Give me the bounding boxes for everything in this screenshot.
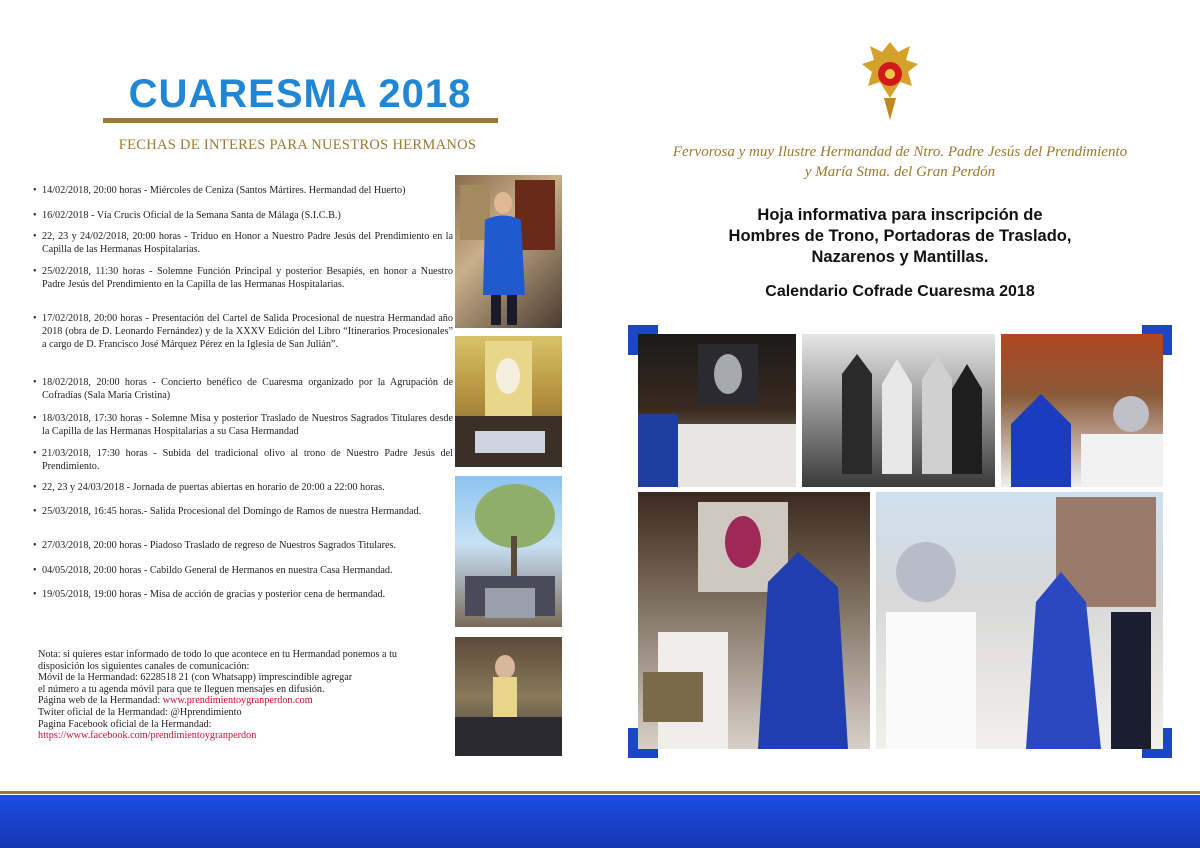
website-link[interactable]: www.prendimientoygranperdon.com: [162, 695, 313, 707]
photo-bells: [1001, 334, 1163, 487]
event-item: • 25/02/2018, 11:30 horas - Solemne Función Principal y posterior Besapiés, en honor a Nuestro Padre Jesús del Prendimiento en la Capilla de las Hermanas Hospitalarias.: [33, 266, 453, 290]
facebook-link[interactable]: https://www.facebook.com/prendimientoygranperdon: [38, 730, 257, 742]
info-sheet-title: Hoja informativa para inscripción de Hombres de Trono, Portadoras de Traslado, Nazarenos y Mantillas.: [728, 206, 1072, 266]
photo-altar: [455, 336, 562, 467]
event-item: • 04/05/2018, 20:00 horas - Cabildo General de Hermanos en nuestra Casa Hermandad.: [33, 565, 393, 576]
organization-name: Fervorosa y muy Ilustre Hermandad de Ntro. Padre Jesús del Prendimiento y María Stma. del Gran Perdón: [672, 144, 1128, 180]
photo-olive-tree: [455, 476, 562, 627]
note-line: Móvil de la Hermandad: 6228518 21 (con Whatsapp) imprescindible agregar: [38, 672, 353, 684]
contact-note: [38, 649, 458, 742]
photo-hooded-nazareno: [638, 492, 870, 749]
note-line: disposición los siguientes canales de comunicación:: [38, 660, 250, 672]
event-item: • 18/03/2018, 17:30 horas - Solemne Misa y posterior Traslado de Nuestros Sagrados Titulares desde la Capilla de las Hermanas Hospitalarias a su Casa Hermandad: [33, 413, 453, 437]
event-item: • 25/03/2018, 16:45 horas.- Salida Procesional del Domingo de Ramos de nuestra Hermandad.: [33, 506, 422, 517]
event-item: • 19/05/2018, 19:00 horas - Misa de acción de gracias y posterior cena de hermandad.: [33, 589, 386, 600]
note-line: el número a tu agenda móvil para que te lleguen mensajes en difusión.: [38, 683, 325, 695]
event-item: • 21/03/2018, 17:30 horas - Subida del tradicional olivo al trono de Nuestro Padre Jesús del Prendimiento.: [33, 448, 454, 472]
note-line: Página web de la Hermandad: www.prendimientoygranperdon.com: [38, 695, 313, 707]
event-item: • 27/03/2018, 20:00 horas - Piadoso Traslado de regreso de Nuestros Sagrados Titulares.: [33, 540, 396, 551]
calendar-title: Calendario Cofrade Cuaresma 2018: [765, 283, 1035, 300]
photo-candles-procession: [638, 334, 796, 487]
photo-man-painting: [455, 175, 562, 328]
page-title: CUARESMA 2018: [128, 72, 472, 116]
event-item: • 18/02/2018, 20:00 horas - Concierto benéfico de Cuaresma organizado por la Agrupación de Cofradías (Sala María Cristina): [33, 377, 453, 401]
title-underline: [103, 118, 498, 123]
note-line: Pagina Facebook oficial de la Hermandad:: [38, 718, 212, 730]
photo-nazarenos-bw: [802, 334, 995, 487]
photo-procession-crowd: [455, 637, 562, 756]
event-item: • 14/02/2018, 20:00 horas - Miércoles de Ceniza (Santos Mártires. Hermandad del Huerto): [33, 185, 406, 196]
page-subtitle: FECHAS DE INTERES PARA NUESTROS HERMANOS: [118, 137, 477, 153]
event-item: • 22, 23 y 24/02/2018, 20:00 horas - Triduo en Honor a Nuestro Padre Jesús del Prendimiento en la Capilla de las Hermanas Hospitalarias.: [33, 231, 453, 255]
event-item: • 22, 23 y 24/03/2018 - Jornada de puertas abiertas en horario de 20:00 a 22:00 horas.: [33, 482, 385, 493]
footer-gold-line: [0, 791, 1200, 794]
event-item: • 17/02/2018, 20:00 horas - Presentación del Cartel de Salida Procesional de nuestra Hermandad año 2018 (obra de D. Leonardo Fernández) y de la XXXV Edición del Libro “Itinerarios Procesionales” a cargo de D. Francisco José Márquez Pérez en la Iglesia de San Julián”.: [33, 313, 453, 350]
event-item: • 16/02/2018 - Vía Crucis Oficial de la Semana Santa de Málaga (S.I.C.B.): [33, 210, 341, 221]
photo-procession-street: [876, 492, 1163, 749]
note-line: Nota: si quieres estar informado de todo lo que acontece en tu Hermandad ponemos a tu: [38, 649, 397, 660]
brotherhood-crest-icon: [858, 38, 922, 124]
footer-blue-band: [0, 795, 1200, 848]
note-line: Twiter oficial de la Hermandad: @Hprendimiento: [38, 706, 242, 718]
